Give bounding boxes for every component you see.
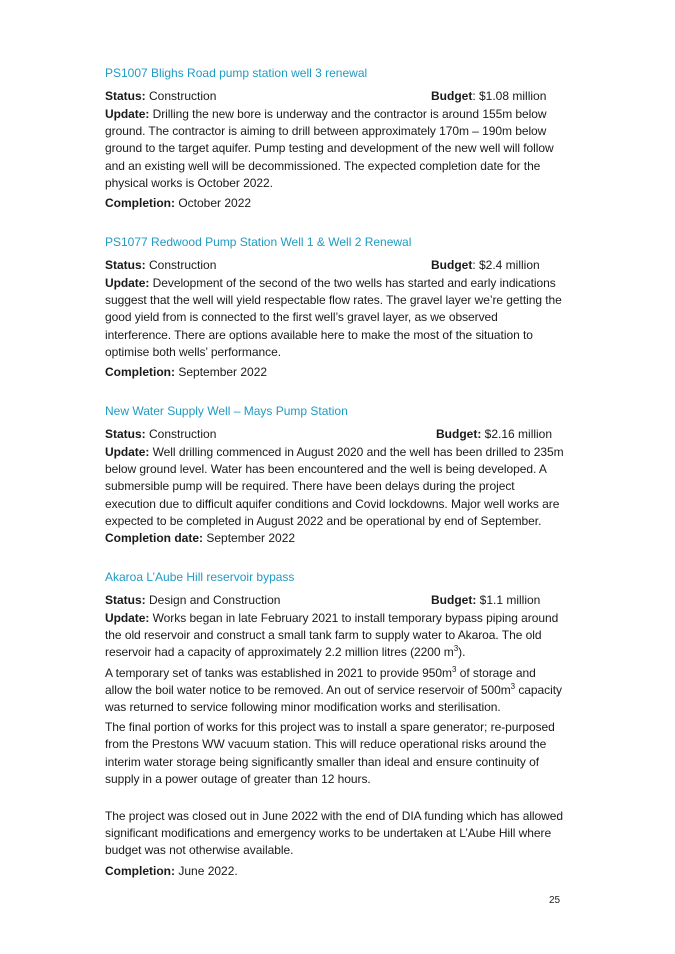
status-row [105, 592, 565, 609]
status-value: Design and Construction [149, 593, 281, 607]
status-text [105, 88, 216, 105]
project-title: New Water Supply Well – Mays Pump Station [105, 404, 348, 418]
status-row [105, 88, 565, 105]
completion-value: June 2022. [178, 863, 238, 878]
completion-line [105, 863, 565, 880]
update-label: Update: [105, 445, 150, 459]
budget-label: Budget: [436, 427, 482, 441]
update-label: Update: [105, 107, 150, 121]
project-section-ps1007 [105, 65, 565, 212]
status-row [105, 426, 565, 443]
status-text [105, 257, 216, 274]
completion-label: Completion date: [105, 531, 203, 546]
tanks-text-a: A temporary set of tanks was established in 2021 to provide 950m [105, 665, 452, 680]
completion-line [105, 364, 565, 381]
project-title: PS1077 Redwood Pump Station Well 1 & Well 2 Renewal [105, 235, 412, 249]
status-row [105, 257, 565, 274]
status-text [105, 426, 216, 443]
page-number: 25 [549, 895, 561, 906]
budget-label: Budget: [431, 593, 477, 607]
tanks-paragraph [105, 665, 565, 717]
status-value: Construction [149, 89, 217, 103]
completion-label: Completion: [105, 196, 175, 211]
generator-paragraph: The final portion of works for this project was to install a spare generator; re-purposed from the Prestons WW vacuum station. This will reduce operational risks around the interim water storage being significantly smaller than ideal and ensure continuity of supply in a power outage of greater than 12 hours. [105, 720, 555, 786]
tanks-text-c: capacity was returned to service following minor modification works and sterilisation. [105, 682, 562, 715]
update-text: Drilling the new bore is underway and the contractor is around 155m below ground. The contractor is aiming to drill between approximately 170m – 190m below ground to the target aquifer. Pump testing and development of the new well will follow and an existing well will be decommissioned. The expected completion date for the physical works is October 2022. [105, 107, 554, 190]
superscript: 3 [510, 681, 516, 691]
update-paragraph [105, 610, 565, 662]
completion-line [105, 195, 565, 212]
superscript: 3 [452, 664, 457, 674]
tanks-text-b: of storage and allow the boil water notice to be removed. An out of service reservoir of 500m [105, 665, 536, 697]
update-paragraph [105, 275, 565, 361]
update-text-end: ). [458, 645, 466, 660]
budget-text [431, 88, 546, 105]
budget-label: Budget [431, 89, 473, 103]
project-title: PS1007 Blighs Road pump station well 3 renewal [105, 66, 368, 80]
budget-label: Budget [431, 258, 473, 272]
update-paragraph [105, 444, 565, 530]
project-section-mays-well [105, 403, 565, 547]
update-text: Well drilling commenced in August 2020 and the well has been drilled to 235m below ground level. Water has been encountered and the well is being developed. A submersible pump will be required. There have been delays during the project execution due to difficult aquifer conditions and Covid lockdowns. Major well works are expected to be completed in August 2022 and be operational by end of September. [105, 445, 564, 528]
status-label: Status: [105, 258, 146, 272]
project-section-ps1077 [105, 234, 565, 381]
status-label: Status: [105, 89, 146, 103]
update-text: Works began in late February 2021 to install temporary bypass piping around the old reservoir and construct a small tank farm to supply water to Akaroa. The old reservoir had a capacity of approximately 2.2 million litres (2200 m [105, 611, 559, 660]
budget-text [431, 257, 540, 274]
status-label: Status: [105, 427, 146, 441]
completion-value: September 2022 [178, 365, 268, 380]
status-text [105, 592, 280, 609]
budget-value: $2.16 million [481, 427, 553, 441]
update-paragraph [105, 106, 565, 192]
budget-value: : $1.08 million [472, 89, 547, 103]
completion-value: September 2022 [206, 531, 296, 546]
budget-text [431, 592, 540, 609]
status-value: Construction [149, 427, 217, 441]
update-label: Update: [105, 276, 150, 290]
completion-value: October 2022 [178, 196, 252, 211]
budget-text [436, 426, 552, 443]
closeout-paragraph: The project was closed out in June 2022 with the end of DIA funding which has allowed significant modifications and emergency works to be undertaken at L’Aube Hill where budget was not otherwise available. [105, 809, 564, 858]
completion-label: Completion: [105, 863, 175, 878]
status-value: Construction [149, 258, 217, 272]
update-text: Development of the second of the two wells has started and early indications suggest that the well will yield respectable flow rates. The gravel layer we’re getting the good yield from is connected to the first well’s gravel layer, as we observed interference. There are options available here to make the most of the situation to optimise both wells’ performance. [105, 276, 562, 359]
superscript: 3 [453, 644, 459, 654]
completion-line [105, 530, 565, 547]
status-label: Status: [105, 593, 146, 607]
budget-value: : $2.4 million [472, 258, 540, 272]
completion-label: Completion: [105, 365, 175, 380]
budget-value: $1.1 million [476, 593, 541, 607]
project-section-akaroa [105, 569, 565, 880]
update-label: Update: [105, 611, 150, 625]
project-title: Akaroa L’Aube Hill reservoir bypass [105, 570, 295, 584]
